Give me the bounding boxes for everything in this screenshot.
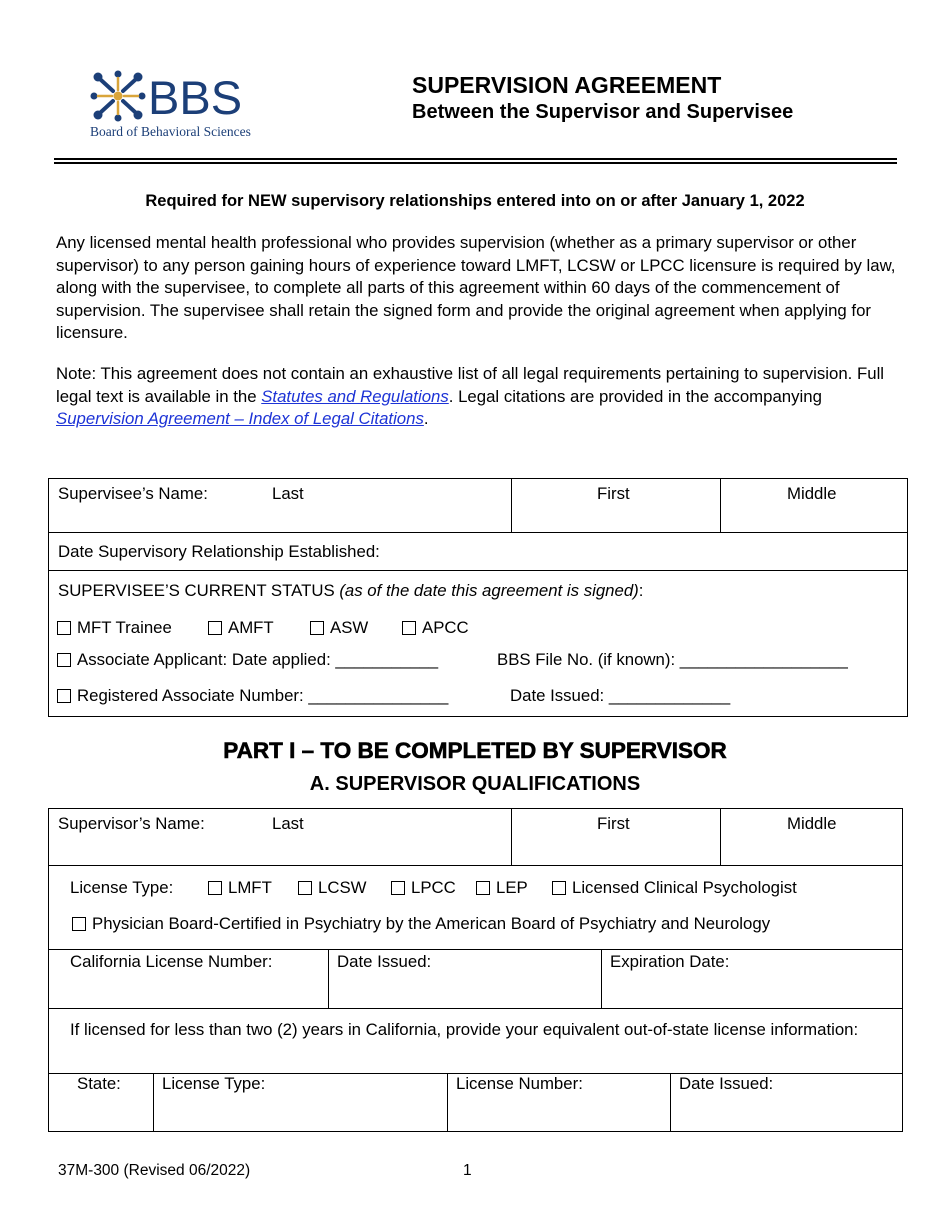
intro-paragraph: Any licensed mental health professional who provides supervision (whether as a primary supervisor or other supervisor) to any person gaining hours of experience toward LMFT, LCSW or LPCC licensure is required by law, along with the supervisee, to complete all parts of this agreement within 60 days of the commencement of supervision. The supervisee shall retain the signed form and provide the original agreement when applying for licensure. (56, 233, 896, 342)
supervisee-first-name-field[interactable]: First (597, 484, 630, 503)
associate-applicant-checkbox[interactable]: Associate Applicant: Date applied: ___________ (57, 650, 438, 670)
note-text-3: . (423, 409, 429, 428)
supervisee-middle-name-field[interactable]: Middle (787, 484, 837, 503)
date-established-field[interactable]: Date Supervisory Relationship Established: (58, 542, 380, 561)
lep-checkbox[interactable]: LEP (476, 878, 528, 898)
checkbox-icon (72, 917, 86, 931)
checkbox-icon (57, 621, 71, 635)
checkbox-icon (57, 653, 71, 667)
note-text-1: Note: This agreement does not contain an exhaustive list of all legal requirements pertaining to supervision. Full legal text is available in the (56, 364, 885, 406)
header-rule-bottom (54, 162, 897, 164)
checkbox-icon (552, 881, 566, 895)
bbs-file-number-field[interactable]: BBS File No. (if known): __________________ (497, 650, 848, 669)
state-field[interactable]: State: (77, 1074, 121, 1093)
checkbox-icon (476, 881, 490, 895)
asw-checkbox[interactable]: ASW (310, 618, 368, 638)
supervisor-last-name-field[interactable]: Last (272, 814, 304, 833)
out-of-state-instructions: If licensed for less than two (2) years in California, provide your equivalent out-of-state license information: (70, 1020, 859, 1039)
lpcc-checkbox[interactable]: LPCC (391, 878, 456, 898)
required-notice: Required for NEW supervisory relationships entered into on or after January 1, 2022 (145, 192, 805, 210)
statutes-link[interactable]: Statutes and Regulations (261, 386, 449, 406)
supervisor-name-label: Supervisor’s Name: (58, 814, 205, 833)
license-date-issued-field[interactable]: Date Issued: (337, 952, 432, 971)
amft-checkbox[interactable]: AMFT (208, 618, 274, 638)
lcsw-checkbox[interactable]: LCSW (298, 878, 366, 898)
date-issued-field[interactable]: Date Issued: _____________ (510, 686, 731, 705)
logo-org-name: Board of Behavioral Sciences (90, 124, 251, 139)
supervisor-first-name-field[interactable]: First (597, 814, 630, 833)
checkbox-icon (208, 881, 222, 895)
supervisee-last-name-field[interactable]: Last (272, 484, 304, 503)
checkbox-icon (310, 621, 324, 635)
logo-wordmark: BBS (148, 71, 243, 124)
expiration-date-field[interactable]: Expiration Date: (610, 952, 730, 971)
form-number: 37M-300 (Revised 06/2022) (58, 1162, 251, 1179)
out-of-state-license-type-field[interactable]: License Type: (162, 1074, 266, 1093)
checkbox-icon (402, 621, 416, 635)
checkbox-icon (391, 881, 405, 895)
psychologist-checkbox[interactable]: Licensed Clinical Psychologist (552, 878, 797, 898)
out-of-state-date-issued-field[interactable]: Date Issued: (679, 1074, 774, 1093)
page-subtitle: Between the Supervisor and Supervisee (412, 101, 794, 123)
supervisor-table (48, 808, 903, 1132)
checkbox-icon (208, 621, 222, 635)
supervisee-table (48, 478, 908, 717)
supervisee-name-label: Supervisee’s Name: (58, 484, 208, 503)
mft-trainee-checkbox[interactable]: MFT Trainee (57, 618, 172, 638)
part-one-heading: PART I – TO BE COMPLETED BY SUPERVISOR (223, 738, 727, 763)
page-number: 1 (463, 1162, 472, 1179)
apcc-checkbox[interactable]: APCC (402, 618, 469, 638)
physician-checkbox[interactable]: Physician Board-Certified in Psychiatry by the American Board of Psychiatry and Neurology (72, 914, 770, 934)
registered-associate-checkbox[interactable]: Registered Associate Number: _______________ (57, 686, 448, 706)
out-of-state-license-number-field[interactable]: License Number: (456, 1074, 583, 1093)
header-rule-top (54, 158, 897, 160)
note-text-2: . Legal citations are provided in the accompanying (448, 386, 822, 406)
checkbox-icon (298, 881, 312, 895)
note-paragraph (56, 363, 898, 431)
page-title: SUPERVISION AGREEMENT (412, 72, 722, 98)
section-a-heading: A. SUPERVISOR QUALIFICATIONS (309, 773, 641, 795)
status-heading: SUPERVISEE’S CURRENT STATUS (as of the date this agreement is signed): (58, 581, 644, 600)
lmft-checkbox[interactable]: LMFT (208, 878, 272, 898)
supervisor-middle-name-field[interactable]: Middle (787, 814, 837, 833)
license-type-label: License Type: (70, 878, 174, 897)
ca-license-number-field[interactable]: California License Number: (70, 952, 273, 971)
legal-citations-link[interactable]: Supervision Agreement – Index of Legal Citations (56, 409, 424, 428)
checkbox-icon (57, 689, 71, 703)
